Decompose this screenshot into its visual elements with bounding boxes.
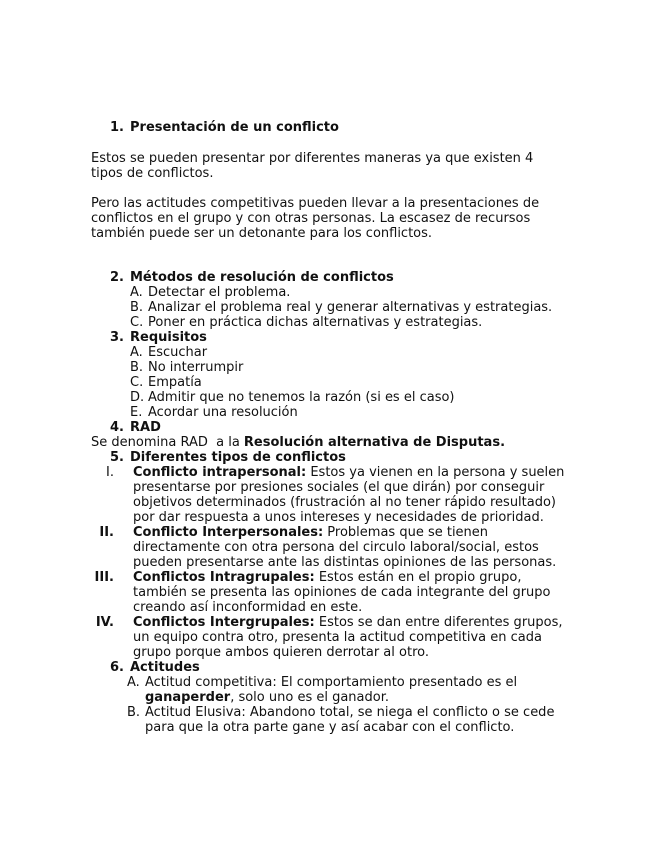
roman-marker: I. [106,465,114,480]
list-marker: B. [127,705,141,720]
list-marker: C. [130,315,144,330]
heading-presentacion: Presentación de un conflicto [130,120,339,135]
conflict-item [133,525,488,540]
list-marker: A. [130,345,143,360]
conflict-text: pueden presentarse ante las distintas opiniones de las personas. [133,555,557,570]
paragraph-line: Estos se pueden presentar por diferentes maneras ya que existen 4 [91,151,534,166]
list-marker: B. [130,360,144,375]
roman-marker: IV. [95,615,114,630]
list-item: Admitir que no tenemos la razón (si es el caso) [148,390,455,405]
heading-number: 5. [110,450,124,465]
attitude-text [145,690,389,705]
heading-number: 3. [110,330,124,345]
conflict-text: presentarse por presiones sociales (el que dirán) por conseguir [133,480,545,495]
heading-rad: RAD [130,420,161,435]
list-marker: C. [130,375,144,390]
paragraph-line: conflictos en el grupo y con otras personas. La escasez de recursos [91,211,531,226]
attitude-text: para que la otra parte gane y así acabar con el conflicto. [145,720,515,735]
list-item: Detectar el problema. [148,285,291,300]
rad-text: Se denomina RAD a la [91,435,244,450]
list-item: Poner en práctica dichas alternativas y estrategias. [148,315,483,330]
conflict-text: objetivos determinados (frustración al no tener rápido resultado) [133,495,557,510]
conflict-text: Estos se dan entre diferentes grupos, [314,615,563,630]
conflict-text: creando así inconformidad en este. [133,600,363,615]
list-item: Analizar el problema real y generar alternativas y estrategias. [148,300,553,315]
list-item: Acordar una resolución [148,405,298,420]
list-marker: A. [127,675,140,690]
rad-definition [91,435,505,450]
heading-number: 1. [110,120,124,135]
heading-number: 6. [110,660,124,675]
attitude-rest: , solo uno es el ganador. [230,690,389,705]
list-item: Escuchar [148,345,208,360]
conflict-item [133,465,564,480]
attitude-text: Actitud competitiva: El comportamiento presentado es el [145,675,518,690]
conflict-text: por dar respuesta a unos intereses y necesidades de prioridad. [133,510,544,525]
conflict-text: grupo porque ambos quieren derrotar al otro. [133,645,429,660]
list-item: No interrumpir [148,360,244,375]
attitude-bold: ganaperder [145,690,231,705]
heading-metodos: Métodos de resolución de conflictos [130,270,394,285]
heading-actitudes: Actitudes [130,660,200,675]
paragraph-line: Pero las actitudes competitivas pueden llevar a la presentaciones de [91,196,540,211]
paragraph-line: también puede ser un detonante para los conflictos. [91,226,433,241]
conflict-term: Conflictos Intergrupales: [133,615,315,630]
list-item: Empatía [148,375,202,390]
list-marker: D. [130,390,145,405]
attitude-text: Actitud Elusiva: Abandono total, se niega el conflicto o se cede [145,705,555,720]
list-marker: A. [130,285,143,300]
roman-marker: III. [94,570,114,585]
heading-number: 2. [110,270,124,285]
list-marker: B. [130,300,144,315]
conflict-item [133,570,521,585]
conflict-text: también se presenta las opiniones de cada integrante del grupo [133,585,551,600]
heading-tipos: Diferentes tipos de conflictos [130,450,346,465]
conflict-item [133,615,563,630]
rad-bold-term: Resolución alternativa de Disputas. [243,435,506,450]
conflict-term: Conflictos Intragrupales: [133,570,315,585]
roman-marker: II. [99,525,114,540]
conflict-text: Problemas que se tienen [323,525,489,540]
conflict-term: Conflicto intrapersonal: [133,465,307,480]
heading-requisitos: Requisitos [130,330,207,345]
list-marker: E. [130,405,143,420]
conflict-term: Conflicto Interpersonales: [133,525,324,540]
conflict-text: un equipo contra otro, presenta la actitud competitiva en cada [133,630,542,645]
paragraph-line: tipos de conflictos. [91,166,214,181]
conflict-text: Estos están en el propio grupo, [314,570,522,585]
conflict-text: directamente con otra persona del circulo laboral/social, estos [133,540,539,555]
heading-number: 4. [110,420,124,435]
conflict-text: Estos ya vienen en la persona y suelen [306,465,565,480]
